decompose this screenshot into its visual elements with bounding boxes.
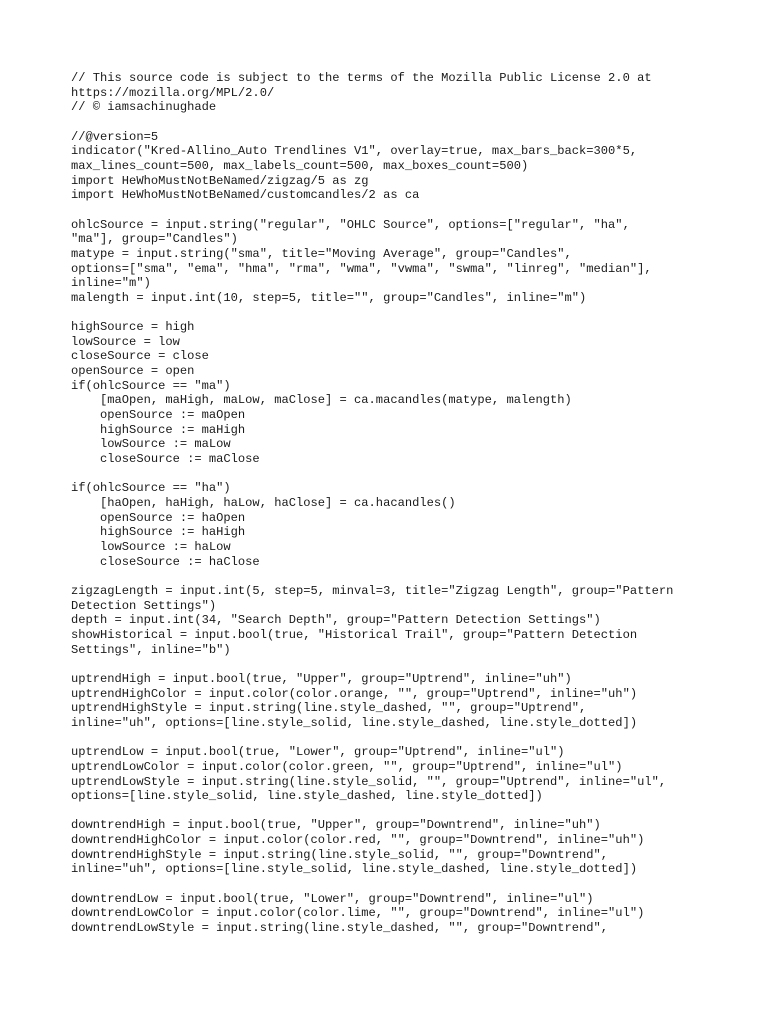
code-line: inline="uh", options=[line.style_solid, line.style_dashed, line.style_dotted]) <box>71 715 638 730</box>
code-line: highSource := haHigh <box>71 525 246 540</box>
code-line: matype = input.string("sma", title="Moving Average", group="Candles", <box>71 246 572 261</box>
source-code-block <box>71 71 731 936</box>
code-line: openSource = open <box>71 364 195 379</box>
code-line: zigzagLength = input.int(5, step=5, minval=3, title="Zigzag Length", group="Pattern <box>71 583 674 598</box>
code-line: "ma"], group="Candles") <box>71 232 238 247</box>
code-line: inline="uh", options=[line.style_solid, line.style_dashed, line.style_dotted]) <box>71 862 638 877</box>
blank-line <box>71 203 731 218</box>
code-line: downtrendHighColor = input.color(color.red, "", group="Downtrend", inline="uh") <box>71 833 645 848</box>
code-line: closeSource := haClose <box>71 554 260 569</box>
blank-line <box>71 569 731 584</box>
code-line: closeSource = close <box>71 349 209 364</box>
code-line: uptrendHighStyle = input.string(line.style_dashed, "", group="Uptrend", <box>71 701 587 716</box>
code-line: downtrendLowStyle = input.string(line.style_dashed, "", group="Downtrend", <box>71 921 609 936</box>
blank-line <box>71 804 731 819</box>
blank-line <box>71 657 731 672</box>
blank-line <box>71 306 731 321</box>
code-line: lowSource := maLow <box>71 437 231 452</box>
code-line: highSource := maHigh <box>71 422 246 437</box>
code-line: options=[line.style_solid, line.style_dashed, line.style_dotted]) <box>71 789 543 804</box>
code-line: ohlcSource = input.string("regular", "OHLC Source", options=["regular", "ha", <box>71 217 630 232</box>
code-line: openSource := haOpen <box>71 510 246 525</box>
code-line: downtrendLowColor = input.color(color.lime, "", group="Downtrend", inline="ul") <box>71 906 645 921</box>
code-line: if(ohlcSource == "ha") <box>71 481 231 496</box>
blank-line <box>71 467 731 482</box>
code-line: inline="m") <box>71 276 151 291</box>
code-line: uptrendLow = input.bool(true, "Lower", group="Uptrend", inline="ul") <box>71 745 565 760</box>
code-line: [maOpen, maHigh, maLow, maClose] = ca.macandles(matype, malength) <box>71 393 572 408</box>
code-line: if(ohlcSource == "ma") <box>71 378 231 393</box>
code-line: https://mozilla.org/MPL/2.0/ <box>71 85 275 100</box>
code-line: // This source code is subject to the terms of the Mozilla Public License 2.0 at <box>71 71 652 85</box>
blank-line <box>71 877 731 892</box>
code-line: highSource = high <box>71 320 195 335</box>
code-line: uptrendHighColor = input.color(color.orange, "", group="Uptrend", inline="uh") <box>71 686 638 701</box>
code-line: downtrendHigh = input.bool(true, "Upper", group="Downtrend", inline="uh") <box>71 818 601 833</box>
code-line: options=["sma", "ema", "hma", "rma", "wma", "vwma", "swma", "linreg", "median"], <box>71 261 652 276</box>
blank-line <box>71 115 731 130</box>
code-line: closeSource := maClose <box>71 452 260 467</box>
code-line: showHistorical = input.bool(true, "Historical Trail", group="Pattern Detection <box>71 627 638 642</box>
code-line: import HeWhoMustNotBeNamed/zigzag/5 as zg <box>71 173 369 188</box>
code-line: downtrendHighStyle = input.string(line.style_solid, "", group="Downtrend", <box>71 847 609 862</box>
code-line: //@version=5 <box>71 129 159 144</box>
code-line: Detection Settings") <box>71 598 217 613</box>
code-line: // © iamsachinughade <box>71 100 217 115</box>
code-line: max_lines_count=500, max_labels_count=500, max_boxes_count=500) <box>71 158 529 173</box>
code-line: uptrendLowColor = input.color(color.green, "", group="Uptrend", inline="ul") <box>71 759 623 774</box>
blank-line <box>71 731 731 746</box>
code-line: indicator("Kred-Allino_Auto Trendlines V1", overlay=true, max_bars_back=300*5, <box>71 144 638 159</box>
code-line: [haOpen, haHigh, haLow, haClose] = ca.hacandles() <box>71 496 456 511</box>
code-line: openSource := maOpen <box>71 408 246 423</box>
code-line: uptrendLowStyle = input.string(line.style_solid, "", group="Uptrend", inline="ul", <box>71 774 667 789</box>
code-line: import HeWhoMustNotBeNamed/customcandles/2 as ca <box>71 188 420 203</box>
code-line: lowSource = low <box>71 334 180 349</box>
code-line: lowSource := haLow <box>71 540 231 554</box>
code-line: downtrendLow = input.bool(true, "Lower", group="Downtrend", inline="ul") <box>71 891 594 906</box>
code-line: depth = input.int(34, "Search Depth", group="Pattern Detection Settings") <box>71 613 601 628</box>
code-line: Settings", inline="b") <box>71 642 231 657</box>
code-line: uptrendHigh = input.bool(true, "Upper", group="Uptrend", inline="uh") <box>71 671 572 686</box>
code-line: malength = input.int(10, step=5, title="", group="Candles", inline="m") <box>71 290 587 305</box>
